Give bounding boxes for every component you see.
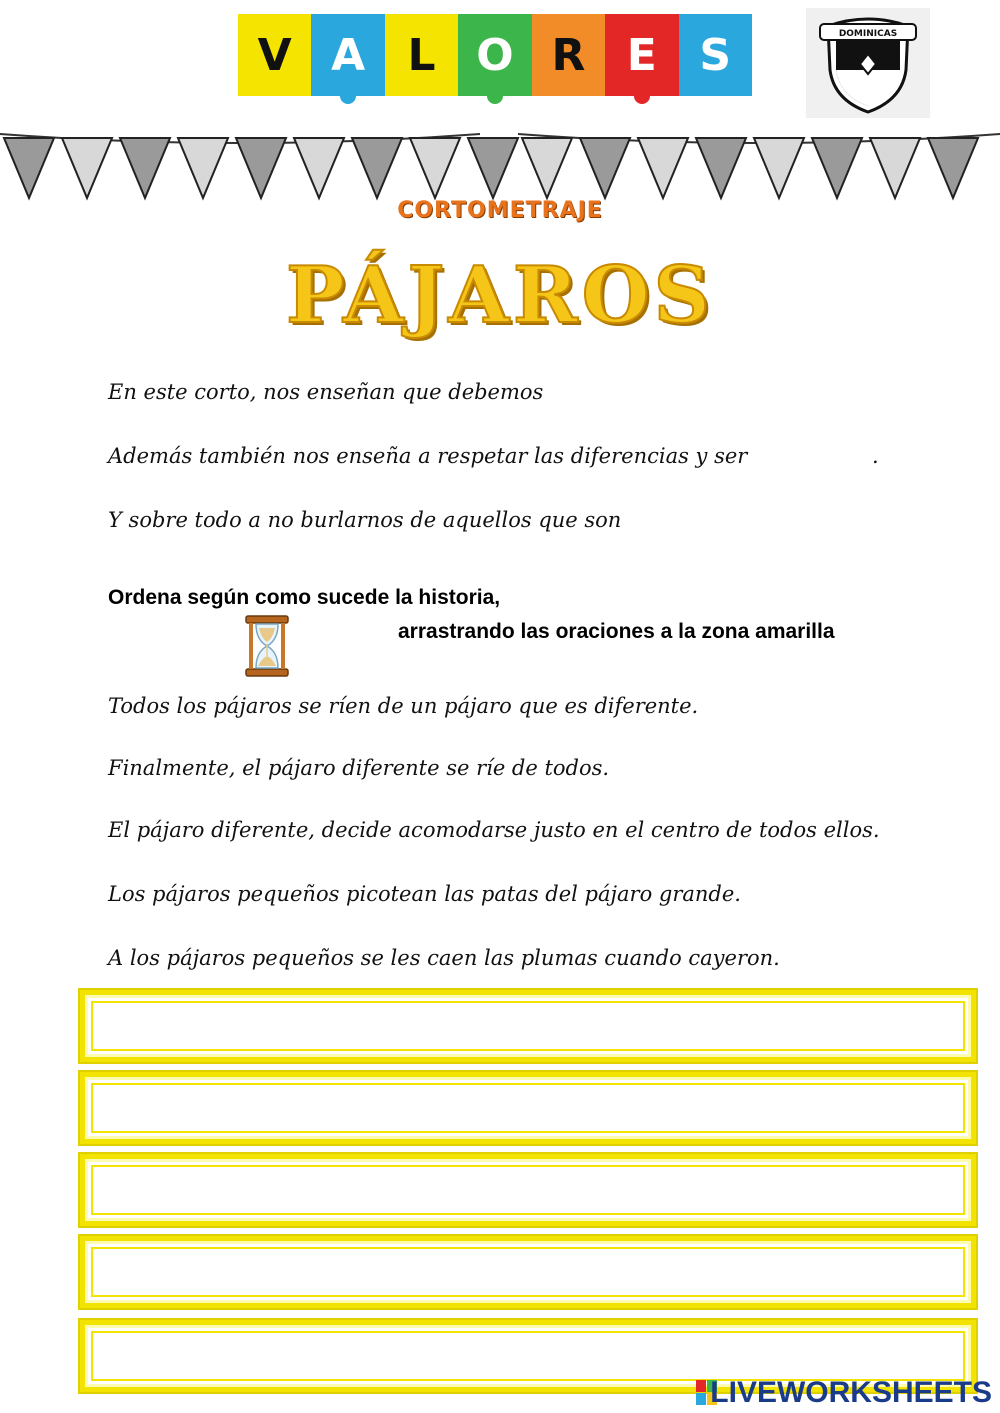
- bunting-flag: [178, 138, 228, 198]
- draggable-sentence-4[interactable]: Los pájaros pequeños picotean las patas del pájaro grande.: [108, 882, 741, 906]
- bunting-flag: [236, 138, 286, 198]
- bunting-flag: [522, 138, 572, 198]
- drop-zone-4-content: [91, 1247, 965, 1297]
- bunting-flag: [62, 138, 112, 198]
- bunting-decoration: [0, 126, 1000, 206]
- puzzle-letter-text: S: [699, 29, 732, 81]
- logo-text: DOMINICAS: [838, 29, 898, 39]
- puzzle-letter-text: O: [476, 29, 514, 81]
- drop-zone-4[interactable]: [80, 1236, 976, 1308]
- puzzle-letter-text: E: [626, 29, 657, 81]
- puzzle-knob: [487, 88, 503, 104]
- draggable-sentence-5[interactable]: A los pájaros pequeños se les caen las plumas cuando cayeron.: [108, 946, 780, 970]
- drop-zone-3[interactable]: [80, 1154, 976, 1226]
- draggable-sentence-3[interactable]: El pájaro diferente, decide acomodarse justo en el centro de todos ellos.: [108, 818, 880, 842]
- bunting-flag: [4, 138, 54, 198]
- puzzle-letter-2: [311, 14, 384, 96]
- instruction-line-2: arrastrando las oraciones a la zona amarilla: [398, 620, 835, 643]
- instruction-line-1: Ordena según como sucede la historia,: [108, 586, 501, 609]
- bunting-flag: [870, 138, 920, 198]
- puzzle-letter-6: [605, 14, 678, 96]
- puzzle-letter-4: [458, 14, 531, 96]
- puzzle-knob: [340, 88, 356, 104]
- drop-zone-2-content: [91, 1083, 965, 1133]
- valores-puzzle-banner: [238, 14, 752, 96]
- puzzle-letter-7: [679, 14, 752, 96]
- draggable-sentence-2[interactable]: Finalmente, el pájaro diferente se ríe de todos.: [108, 756, 610, 780]
- bunting-flag: [294, 138, 344, 198]
- bunting-flag: [754, 138, 804, 198]
- drop-zone-1[interactable]: [80, 990, 976, 1062]
- bunting-flag: [468, 138, 518, 198]
- puzzle-knob: [634, 88, 650, 104]
- puzzle-letter-5: [532, 14, 605, 96]
- bunting-flag: [696, 138, 746, 198]
- liveworksheets-brand[interactable]: LIVEWORKSHEETS: [710, 1376, 992, 1409]
- bunting-flag: [120, 138, 170, 198]
- page-title: PÁJAROS: [285, 250, 715, 341]
- draggable-sentence-1[interactable]: Todos los pájaros se ríen de un pájaro que es diferente.: [108, 694, 699, 718]
- puzzle-letter-text: R: [551, 29, 586, 81]
- hourglass-icon: [244, 614, 290, 678]
- fill-sentence-3: Y sobre todo a no burlarnos de aquellos que son: [108, 508, 622, 532]
- bunting-flag: [580, 138, 630, 198]
- fill-sentence-1: En este corto, nos enseñan que debemos: [108, 380, 544, 404]
- puzzle-letter-3: [385, 14, 458, 96]
- fill-sentence-2: Además también nos enseña a respetar las diferencias y ser: [108, 444, 748, 468]
- drop-zone-5-content: [91, 1331, 965, 1381]
- bunting-flag: [352, 138, 402, 198]
- bunting-flag: [638, 138, 688, 198]
- puzzle-letter-text: L: [407, 29, 436, 81]
- bunting-flag: [410, 138, 460, 198]
- drop-zone-3-content: [91, 1165, 965, 1215]
- school-shield-logo: [806, 8, 930, 118]
- bunting-flag: [812, 138, 862, 198]
- subtitle: CORTOMETRAJE: [397, 198, 603, 223]
- drop-zone-1-content: [91, 1001, 965, 1051]
- puzzle-letter-text: A: [331, 29, 366, 81]
- drop-zone-2[interactable]: [80, 1072, 976, 1144]
- bunting-flag: [928, 138, 978, 198]
- puzzle-letter-text: V: [257, 29, 292, 81]
- fill-sentence-2-period: .: [872, 444, 879, 468]
- puzzle-letter-1: [238, 14, 311, 96]
